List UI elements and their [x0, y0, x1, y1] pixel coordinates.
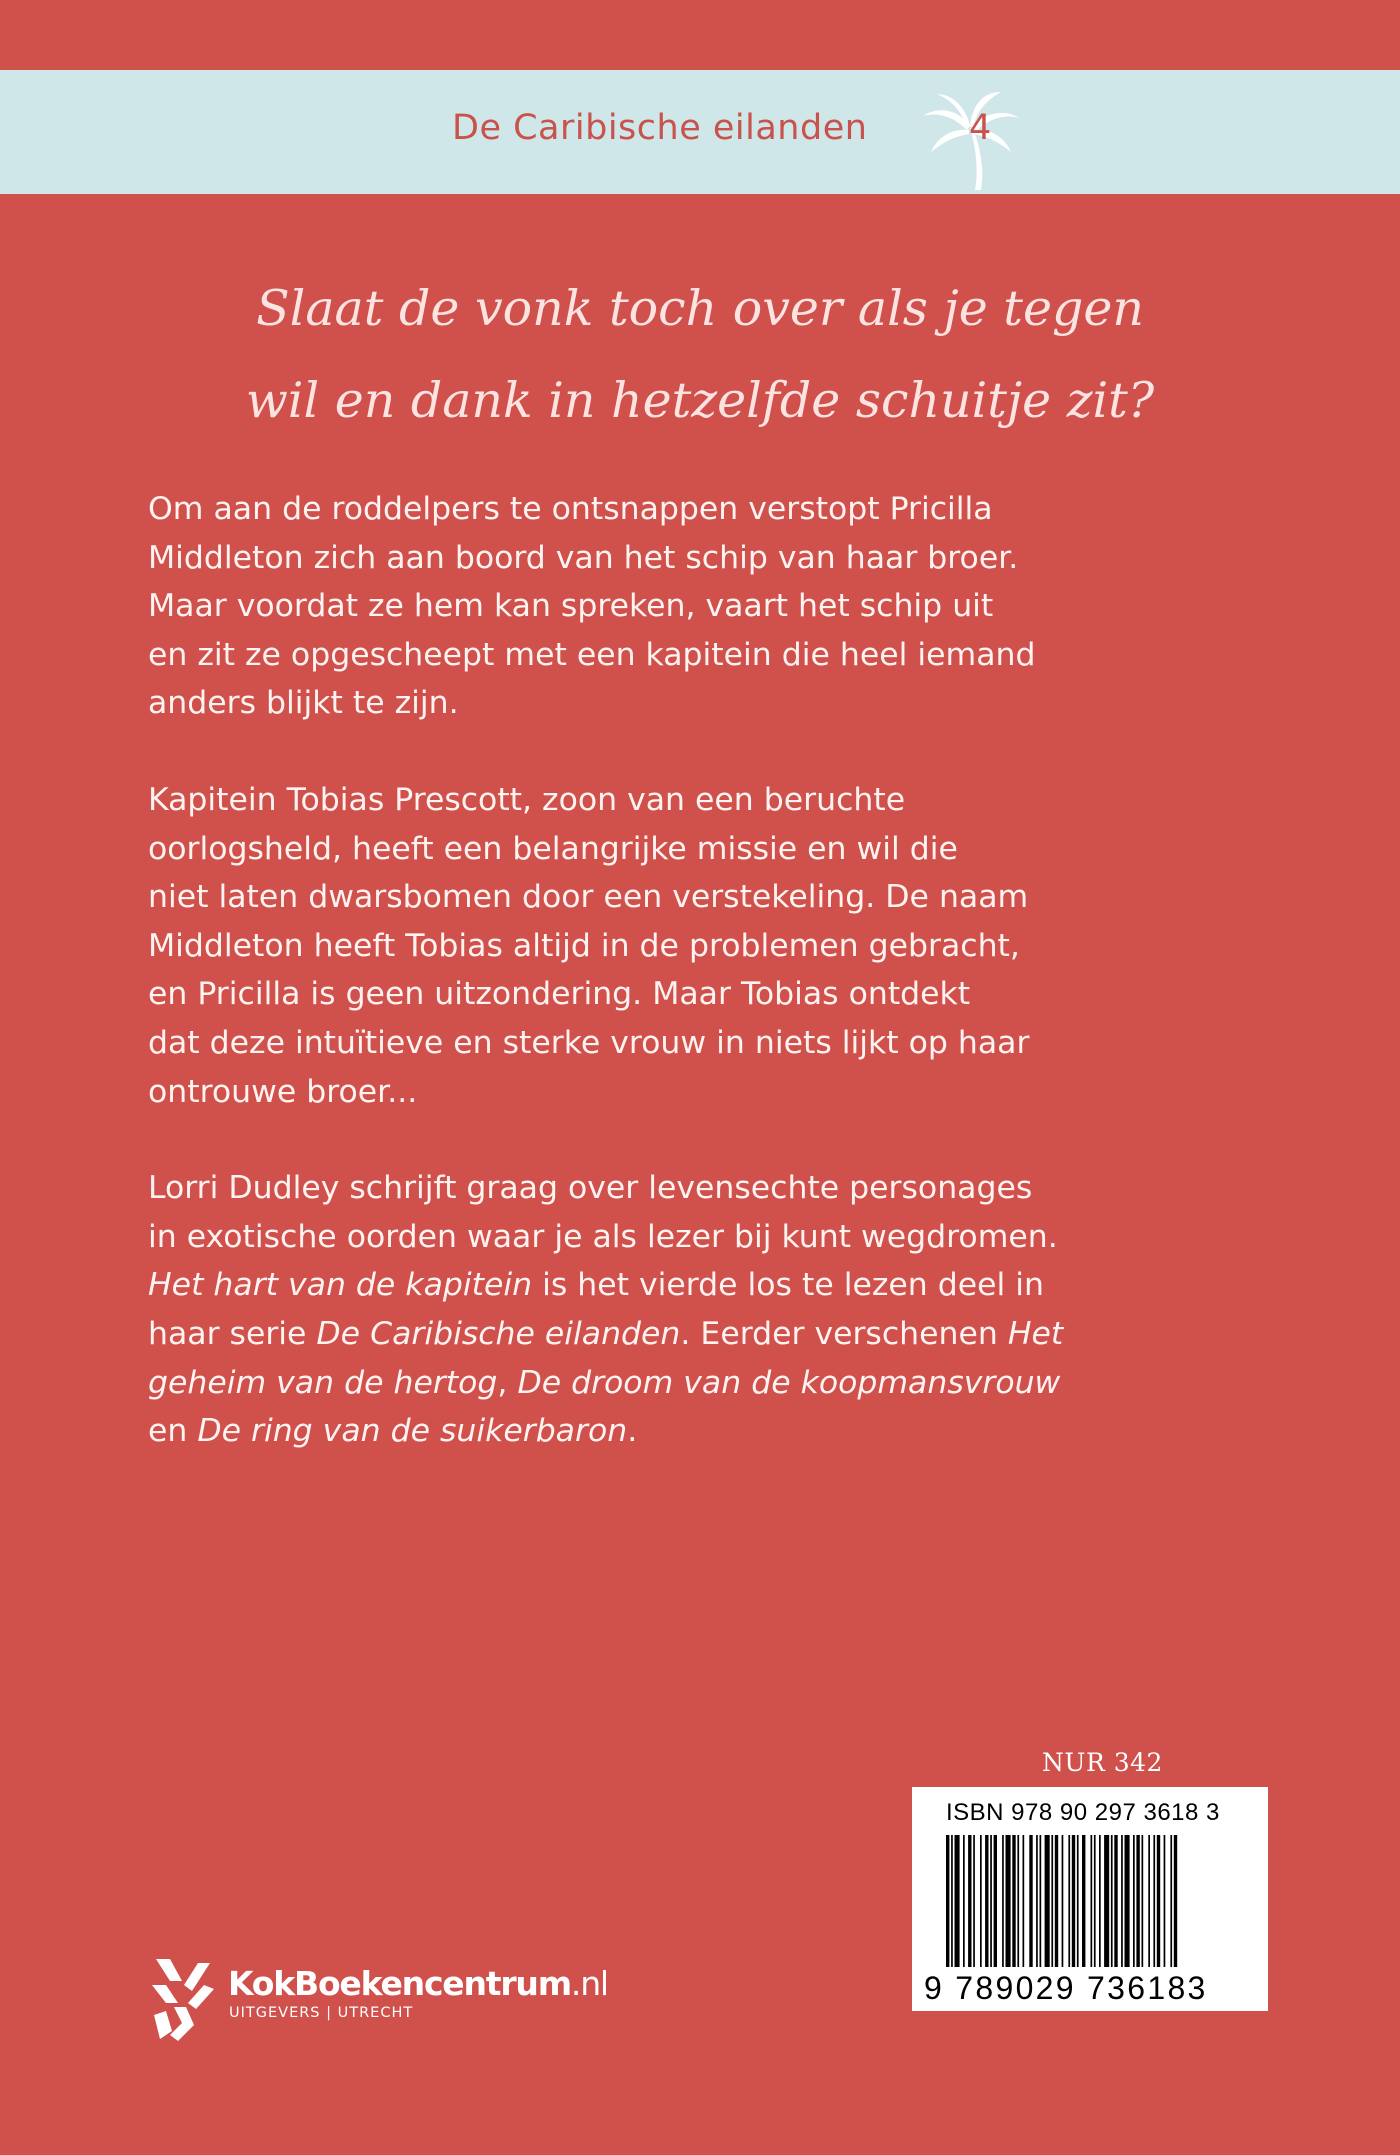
barcode-bar — [1051, 1835, 1053, 1967]
barcode-bar — [1094, 1835, 1096, 1967]
barcode-bar — [985, 1835, 988, 1967]
text-run: haar serie — [148, 1315, 317, 1352]
blurb-line — [148, 1359, 1258, 1408]
blurb-line — [148, 1261, 1258, 1310]
publisher-name-text: KokBoekencentrum — [228, 1964, 571, 2003]
book-title: De droom van de koopmansvrouw — [517, 1364, 1061, 1401]
blurb-line: Lorri Dudley schrijft graag over levensechte personages — [148, 1170, 1033, 1207]
barcode-bar — [1104, 1835, 1109, 1967]
tagline-line: wil en dank in hetzelfde schuitje zit? — [245, 372, 1155, 429]
kok-logo-icon — [148, 1955, 218, 2045]
barcode-bar — [973, 1835, 975, 1967]
barcode-bar — [1040, 1835, 1042, 1967]
text-run: . Eerder verschenen — [680, 1315, 1008, 1352]
barcode-bar — [1036, 1835, 1038, 1967]
barcode-bar — [1055, 1835, 1058, 1967]
blurb-line: Kapitein Tobias Prescott, zoon van een beruchte — [148, 781, 906, 818]
blurb-line: en zit ze opgescheept met een kapitein die heel iemand — [148, 636, 1036, 673]
barcode-bar — [968, 1835, 971, 1967]
blurb — [148, 485, 1258, 1456]
text-run: en — [148, 1413, 198, 1450]
author-paragraph — [148, 1164, 1258, 1456]
barcode-bar — [1114, 1835, 1117, 1967]
barcode-bar — [1068, 1835, 1070, 1967]
barcode-digits: 9 789029 736183 — [924, 1970, 1208, 2006]
publisher-name — [228, 1964, 608, 2003]
book-title: De ring van de suikerbaron — [197, 1413, 628, 1450]
barcode-bar — [1077, 1835, 1079, 1967]
tagline-line: Slaat de vonk toch over als je tegen — [256, 280, 1144, 337]
barcode-bar — [1045, 1835, 1050, 1967]
barcode-bar — [1002, 1835, 1004, 1967]
publisher-tld: .nl — [570, 1964, 608, 2003]
barcode-bar — [1142, 1835, 1144, 1967]
barcode-bar — [1099, 1835, 1101, 1967]
barcode-bar — [1164, 1835, 1166, 1967]
barcode-bars — [946, 1835, 1246, 1975]
isbn-label: ISBN 978 90 297 3618 3 — [946, 1799, 1220, 1826]
blurb-paragraph-1 — [148, 485, 1258, 728]
series-name: De Caribische eilanden — [316, 1315, 681, 1352]
blurb-line: Middleton zich aan boord van het schip van haar broer. — [148, 539, 1019, 576]
tagline — [0, 263, 1400, 447]
blurb-line: dat deze intuïtieve en sterke vrouw in niets lijkt op haar — [148, 1024, 1030, 1061]
barcode-bar — [946, 1835, 949, 1967]
blurb-line: Maar voordat ze hem kan spreken, vaart het schip uit — [148, 588, 994, 625]
barcode-bar — [1082, 1835, 1085, 1967]
blurb-paragraph-2 — [148, 776, 1258, 1116]
barcode-bar — [1006, 1835, 1011, 1967]
barcode-bar — [1133, 1835, 1135, 1967]
barcode-bar — [1125, 1835, 1130, 1967]
blurb-line: oorlogsheld, heeft een belangrijke missie en wil die — [148, 830, 958, 867]
barcode-bar — [994, 1835, 997, 1967]
text-run: . — [627, 1413, 638, 1450]
barcode-bar — [990, 1835, 992, 1967]
blurb-line: ontrouwe broer... — [148, 1073, 418, 1110]
book-title: geheim van de hertog — [148, 1364, 498, 1401]
barcode-bar — [1023, 1835, 1025, 1967]
book-title: Het hart van de kapitein — [148, 1267, 533, 1304]
barcode-bar — [1121, 1835, 1123, 1967]
barcode-bar — [955, 1835, 960, 1967]
blurb-line: anders blijkt te zijn. — [148, 685, 459, 722]
barcode-bar — [1157, 1835, 1160, 1967]
series-number: 4 — [969, 108, 992, 148]
blurb-line: niet laten dwarsbomen door een verstekeling. De naam — [148, 879, 1029, 916]
blurb-line — [148, 1310, 1258, 1359]
barcode-bar — [1111, 1835, 1113, 1967]
barcode-bar — [1029, 1835, 1032, 1967]
barcode-bar — [1174, 1835, 1177, 1967]
book-title: Het — [1007, 1315, 1064, 1352]
text-run: is het vierde los te lezen deel in — [532, 1267, 1044, 1304]
blurb-line — [148, 1407, 1258, 1456]
text-run: , — [497, 1364, 518, 1401]
barcode-bar — [963, 1835, 965, 1967]
blurb-line: en Pricilla is geen uitzondering. Maar Tobias ontdekt — [148, 976, 971, 1013]
barcode — [912, 1787, 1268, 2011]
nur-code: NUR 342 — [1042, 1748, 1163, 1777]
barcode-bar — [1136, 1835, 1139, 1967]
blurb-line: Middleton heeft Tobias altijd in de problemen gebracht, — [148, 927, 1020, 964]
blurb-line: in exotische oorden waar je als lezer bij kunt wegdromen. — [148, 1218, 1058, 1255]
barcode-bar — [1153, 1835, 1155, 1967]
barcode-bar — [1170, 1835, 1172, 1967]
barcode-bar — [1012, 1835, 1015, 1967]
barcode-bar — [1072, 1835, 1075, 1967]
publisher-subtitle: UITGEVERS | UTRECHT — [229, 2005, 414, 2021]
barcode-bar — [1017, 1835, 1019, 1967]
barcode-bar — [1091, 1835, 1093, 1967]
series-title: De Caribische eilanden — [452, 108, 868, 148]
barcode-bar — [980, 1835, 982, 1967]
barcode-bar — [951, 1835, 953, 1967]
barcode-bar — [1148, 1835, 1150, 1967]
barcode-bar — [1062, 1835, 1064, 1967]
blurb-line: Om aan de roddelpers te ontsnappen verstopt Pricilla — [148, 491, 993, 527]
